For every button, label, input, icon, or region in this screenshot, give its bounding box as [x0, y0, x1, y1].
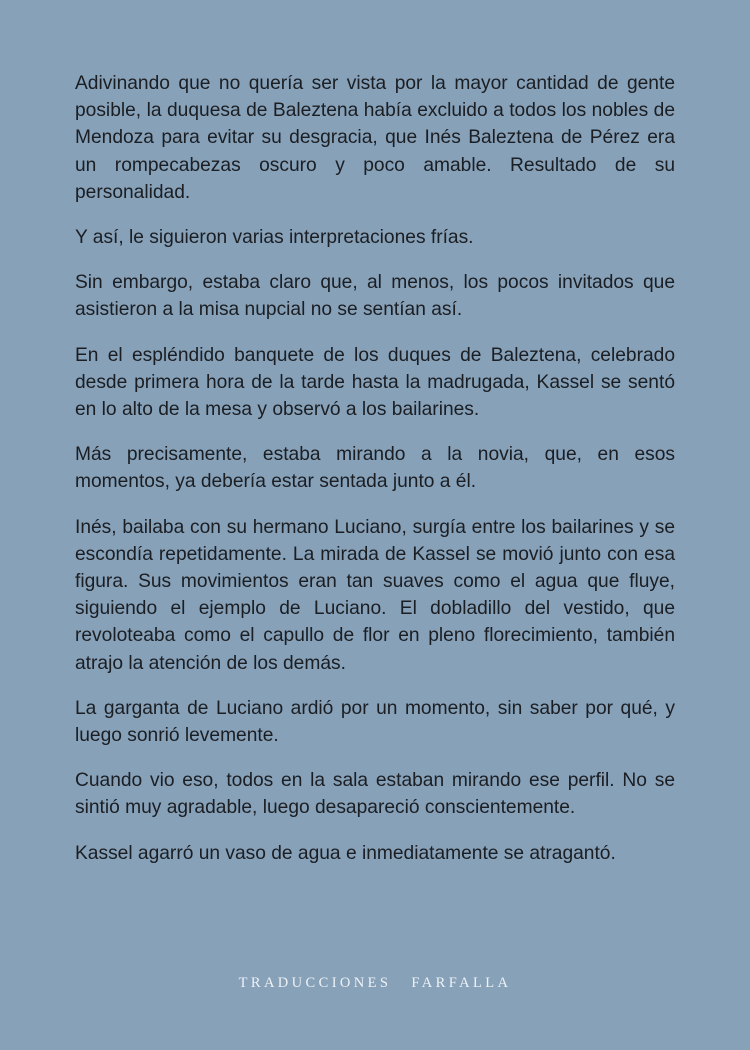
paragraph: Inés, bailaba con su hermano Luciano, surgía entre los bailarines y se escondía repetidamente. La mirada de Kassel se movió junto con esa figura. Sus movimientos eran tan suaves como el agua que fluye, siguiendo el ejemplo de Luciano. El dobladillo del vestido, que revoloteaba como el capullo de flor en pleno florecimiento, también atrajo la atención de los demás.	[75, 516, 675, 674]
paragraph: Sin embargo, estaba claro que, al menos, los pocos invitados que asistieron a la misa nupcial no se sentían así.	[75, 272, 675, 321]
paragraph: Kassel agarró un vaso de agua e inmediatamente se atragantó.	[75, 842, 616, 864]
paragraph: La garganta de Luciano ardió por un momento, sin saber por qué, y luego sonrió levemente.	[75, 697, 675, 747]
paragraph: Cuando vio eso, todos en la sala estaban mirando ese perfil. No se sintió muy agradable, luego desapareció conscientemente.	[75, 770, 675, 819]
paragraph: Y así, le siguieron varias interpretaciones frías.	[75, 227, 474, 249]
paragraph: Adivinando que no quería ser vista por la mayor cantidad de gente posible, la duquesa de Baleztena había excluido a todos los nobles de Mendoza para evitar su desgracia, que Inés Baleztena de Pérez era un rompecabezas oscuro y poco amable. Resultado de su personalidad.	[75, 73, 675, 203]
paragraph: Más precisamente, estaba mirando a la novia, que, en esos momentos, ya debería estar sentada junto a él.	[75, 444, 675, 493]
footer-credit: TRADUCCIONES FARFALLA	[238, 975, 512, 991]
paragraph: En el espléndido banquete de los duques de Baleztena, celebrado desde primera hora de la tarde hasta la madrugada, Kassel se sentó en lo alto de la mesa y observó a los bailarines.	[75, 344, 675, 421]
document-body	[75, 70, 675, 885]
